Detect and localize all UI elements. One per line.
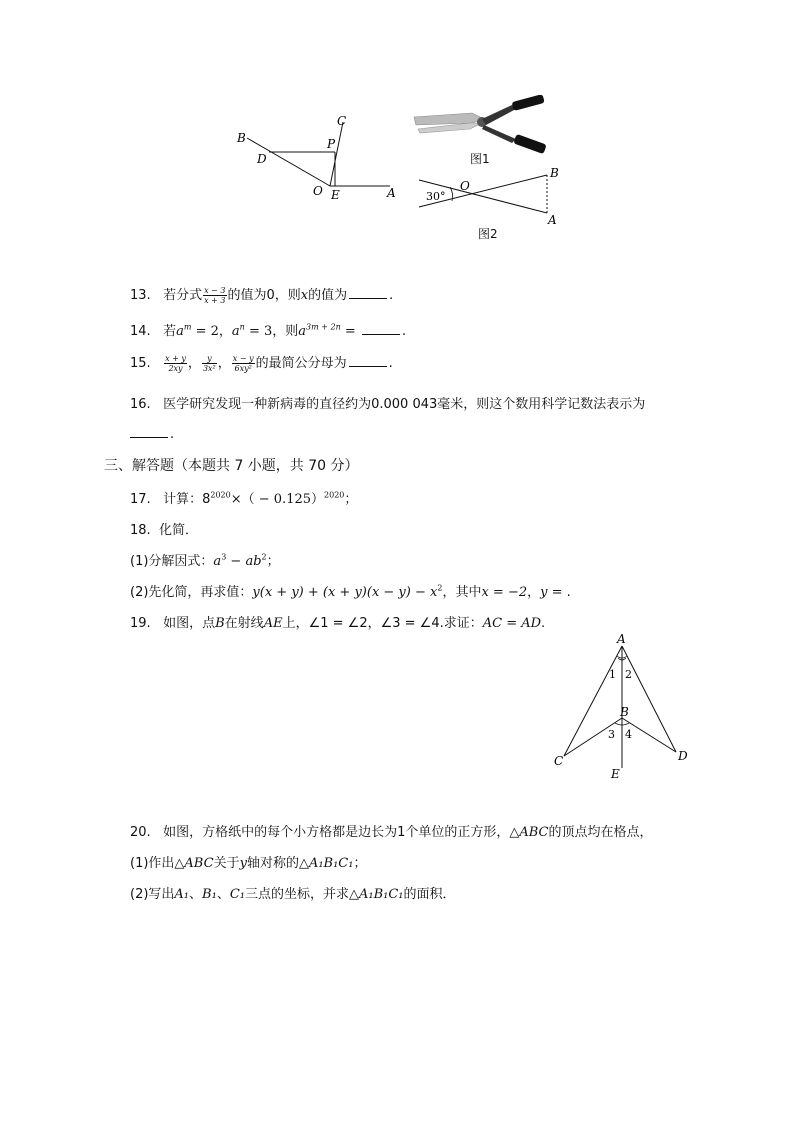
question-18: 18. 化简． <box>130 523 198 538</box>
label-c: C <box>337 114 347 128</box>
angle-figure <box>225 108 405 203</box>
question-16-answer-line: . <box>130 425 174 442</box>
ray-oc <box>330 122 343 186</box>
angle-2: 2 <box>625 668 632 681</box>
label-b2: B <box>550 166 559 180</box>
label-o: O <box>313 184 323 198</box>
figure-1-caption: 图1 <box>470 152 490 166</box>
label-b: B <box>620 705 629 719</box>
answer-blank <box>130 425 168 438</box>
angle-4: 4 <box>625 728 632 741</box>
figure-19 <box>548 630 698 780</box>
scissors-image <box>412 95 552 157</box>
angle-1: 1 <box>609 668 616 681</box>
section-3-title: 三、解答题（本题共 7 小题，共 70 分） <box>104 458 359 474</box>
label-o2: O <box>460 179 470 193</box>
question-15: 15. $\frac{x + y}{2xy}$ ， $\frac{y}{\text{3x²}}$ ， $\frac{x - y}{\text{6xy²}}$ 的最简公分母为 . <box>130 354 393 373</box>
fraction: $\frac{x - 3}{x + 3}$ <box>204 286 226 305</box>
answer-blank <box>349 354 387 367</box>
question-20: 20. 如图，方格纸中的每个小方格都是边长为1个单位的正方形，△ABC的顶点均在格点， <box>130 825 653 840</box>
label-d: D <box>257 152 267 166</box>
figure-2 <box>414 166 564 226</box>
label-p: P <box>327 137 336 151</box>
label-c: C <box>554 754 564 768</box>
answer-blank <box>362 322 400 335</box>
question-14: 14. 若$a^m = 2$，$a^n = 3$，则$a^{3m + 2n}$ = . <box>130 322 407 339</box>
label-e: E <box>611 767 620 780</box>
label-d: D <box>678 749 688 763</box>
label-a: A <box>387 186 396 200</box>
figure-2-caption: 图2 <box>478 227 498 241</box>
answer-blank <box>349 286 387 299</box>
label-a2: A <box>548 213 557 226</box>
question-13: 13. 若分式 $\frac{x - 3}{x + 3}$ 的值为0，则x的值为 . <box>130 286 394 305</box>
question-20-part-2: (2)写出A₁、B₁、C₁三点的坐标，并求△A₁B₁C₁的面积． <box>130 887 456 902</box>
label-e: E <box>331 188 340 202</box>
question-16: 16. 医学研究发现一种新病毒的直径约为0.000 043毫米，则这个数用科学记数法表示为 <box>130 397 646 412</box>
label-b: B <box>237 131 246 145</box>
label-a: A <box>617 632 626 646</box>
question-19: 19. 如图，点B在射线AE上，∠1 = ∠2，∠3 = ∠4.求证：AC = AD. <box>130 616 546 631</box>
angle-3: 3 <box>608 728 615 741</box>
question-18-part-1: (1)分解因式：$a^3 - ab^2$； <box>130 552 280 569</box>
label-30deg: 30° <box>426 190 446 203</box>
question-17: 17. 计算：$8^{2020}\times( - 0.125)^{2020}$； <box>130 490 358 507</box>
question-20-part-1: (1)作出△ABC关于y轴对称的△A₁B₁C₁； <box>130 856 367 871</box>
question-18-part-2: (2)先化简，再求值：$y(x + y) + (x + y)(x - y) - x^2$，其中x = −2，y = . <box>130 583 571 600</box>
